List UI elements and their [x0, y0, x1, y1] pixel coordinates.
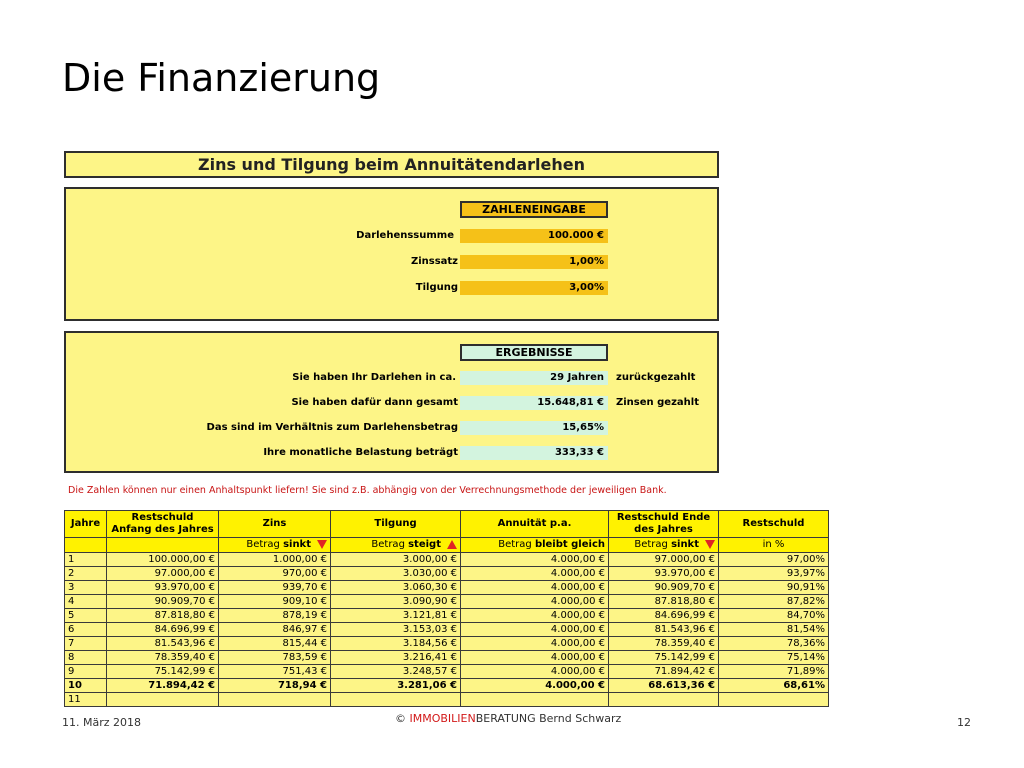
table-cell: 71.894,42 €: [107, 679, 219, 693]
result-value-interest: 15.648,81 €: [460, 396, 608, 410]
table-cell: 71,89%: [719, 665, 829, 679]
table-cell: 78.359,40 €: [107, 651, 219, 665]
table-cell: 2: [65, 567, 107, 581]
table-cell: 10: [65, 679, 107, 693]
table-cell: 4.000,00 €: [461, 665, 609, 679]
result-label-years: Sie haben Ihr Darlehen in ca.: [292, 372, 456, 383]
table-cell: 75.142,99 €: [609, 651, 719, 665]
table-row: [65, 679, 829, 693]
table-cell: 909,10 €: [219, 595, 331, 609]
sub-empty-2: [107, 538, 219, 553]
table-cell: 6: [65, 623, 107, 637]
table-cell: 3.121,81 €: [331, 609, 461, 623]
table-cell: 93.970,00 €: [609, 567, 719, 581]
table-cell: 3.060,30 €: [331, 581, 461, 595]
table-cell: 78.359,40 €: [609, 637, 719, 651]
table-cell: 4.000,00 €: [461, 595, 609, 609]
sub-empty-1: [65, 538, 107, 553]
input-header: ZAHLENEINGABE: [460, 201, 608, 218]
table-cell: 3.248,57 €: [331, 665, 461, 679]
sub-annuity: Betrag bleibt gleich: [461, 538, 609, 553]
table-cell: 84.696,99 €: [609, 609, 719, 623]
table-cell: 87.818,80 €: [107, 609, 219, 623]
table-cell: 81,54%: [719, 623, 829, 637]
input-label-sum: Darlehenssumme: [356, 230, 454, 241]
input-label-repay: Tilgung: [415, 282, 458, 293]
result-label-ratio: Das sind im Verhältnis zum Darlehensbetrag: [206, 422, 458, 433]
arrow-down-icon: [317, 540, 327, 549]
table-cell: 75.142,99 €: [107, 665, 219, 679]
table-cell: 1: [65, 553, 107, 567]
table-cell: 90,91%: [719, 581, 829, 595]
table-cell: 3.281,06 €: [331, 679, 461, 693]
table-row: [65, 595, 829, 609]
footer-copyright: © IMMOBILIENBERATUNG Bernd Schwarz: [395, 712, 622, 725]
table-cell: 4.000,00 €: [461, 651, 609, 665]
col-header-interest: Zins: [219, 511, 331, 538]
input-section: [64, 187, 719, 321]
table-cell: 3.153,03 €: [331, 623, 461, 637]
table-cell: 87.818,80 €: [609, 595, 719, 609]
col-header-start-balance: Restschuld Anfang des Jahres: [107, 511, 219, 538]
sub-percent: in %: [719, 538, 829, 553]
table-row: [65, 651, 829, 665]
result-value-ratio: 15,65%: [460, 421, 608, 435]
result-value-monthly: 333,33 €: [460, 446, 608, 460]
table-cell: 783,59 €: [219, 651, 331, 665]
sub-end-balance: Betrag sinkt: [609, 538, 719, 553]
table-cell: 93,97%: [719, 567, 829, 581]
result-label-interest: Sie haben dafür dann gesamt: [291, 397, 458, 408]
table-row: [65, 637, 829, 651]
table-cell: 4.000,00 €: [461, 567, 609, 581]
result-label-monthly: Ihre monatliche Belastung beträgt: [263, 447, 458, 458]
amortization-table: [64, 510, 828, 705]
table-cell: 1.000,00 €: [219, 553, 331, 567]
table-cell: 5: [65, 609, 107, 623]
input-value-rate[interactable]: 1,00%: [460, 255, 608, 269]
table-cell: 4.000,00 €: [461, 623, 609, 637]
table-cell: 9: [65, 665, 107, 679]
result-suffix-interest: Zinsen gezahlt: [616, 397, 699, 408]
table-cell: 4: [65, 595, 107, 609]
col-header-remaining: Restschuld: [719, 511, 829, 538]
table-cell: 100.000,00 €: [107, 553, 219, 567]
table-cell: 75,14%: [719, 651, 829, 665]
footer-date: 11. März 2018: [62, 716, 142, 729]
table-row: [65, 665, 829, 679]
table-cell: 3.216,41 €: [331, 651, 461, 665]
brand-rest: BERATUNG Bernd Schwarz: [475, 712, 622, 725]
table-cell: 751,43 €: [219, 665, 331, 679]
table-cell: 84.696,99 €: [107, 623, 219, 637]
results-header: ERGEBNISSE: [460, 344, 608, 361]
col-header-repayment: Tilgung: [331, 511, 461, 538]
table-cell: 97.000,00 €: [107, 567, 219, 581]
input-label-rate: Zinssatz: [410, 256, 458, 267]
table-cell: 68.613,36 €: [609, 679, 719, 693]
table-cell: 970,00 €: [219, 567, 331, 581]
table-cell: 84,70%: [719, 609, 829, 623]
table-row: [65, 581, 829, 595]
table-cell: 3: [65, 581, 107, 595]
table-cell: 4.000,00 €: [461, 553, 609, 567]
table-cell: 90.909,70 €: [107, 595, 219, 609]
table-cell: 4.000,00 €: [461, 581, 609, 595]
table-cell: 78,36%: [719, 637, 829, 651]
table-cell: 81.543,96 €: [107, 637, 219, 651]
table-cell: 8: [65, 651, 107, 665]
sub-repayment: Betrag steigt: [331, 538, 461, 553]
slide-title: Die Finanzierung: [62, 56, 381, 100]
partial-row: 11: [65, 693, 107, 707]
table-cell: 3.184,56 €: [331, 637, 461, 651]
table-cell: 3.030,00 €: [331, 567, 461, 581]
table-cell: 81.543,96 €: [609, 623, 719, 637]
input-value-sum[interactable]: 100.000 €: [460, 229, 608, 243]
table-cell: 4.000,00 €: [461, 679, 609, 693]
col-header-annuity: Annuität p.a.: [461, 511, 609, 538]
table-row: [65, 567, 829, 581]
table-row: [65, 609, 829, 623]
col-header-year: Jahre: [65, 511, 107, 538]
table-cell: 4.000,00 €: [461, 637, 609, 651]
arrow-up-icon: [447, 540, 457, 549]
result-suffix-years: zurückgezahlt: [616, 372, 696, 383]
table-cell: 68,61%: [719, 679, 829, 693]
table-cell: 90.909,70 €: [609, 581, 719, 595]
table-row: [65, 623, 829, 637]
table-cell: 97,00%: [719, 553, 829, 567]
table-cell: 878,19 €: [219, 609, 331, 623]
table-cell: 71.894,42 €: [609, 665, 719, 679]
table-cell: 815,44 €: [219, 637, 331, 651]
disclaimer-note: Die Zahlen können nur einen Anhaltspunkt liefern! Sie sind z.B. abhängig von der Verrechnungsmethode der jeweiligen Bank.: [68, 485, 667, 496]
table-cell: 97.000,00 €: [609, 553, 719, 567]
sub-interest: Betrag sinkt: [219, 538, 331, 553]
calculator-banner: Zins und Tilgung beim Annuitätendarlehen: [64, 151, 719, 178]
table-row: [65, 553, 829, 567]
table-cell: 3.000,00 €: [331, 553, 461, 567]
result-value-years: 29 Jahren: [460, 371, 608, 385]
page-number: 12: [957, 716, 971, 729]
table-cell: 718,94 €: [219, 679, 331, 693]
input-value-repay[interactable]: 3,00%: [460, 281, 608, 295]
table-cell: 4.000,00 €: [461, 609, 609, 623]
col-header-end-balance: Restschuld Ende des Jahres: [609, 511, 719, 538]
table-cell: 3.090,90 €: [331, 595, 461, 609]
brand-red: IMMOBILIEN: [409, 712, 476, 725]
arrow-down-icon: [705, 540, 715, 549]
table-cell: 7: [65, 637, 107, 651]
table-cell: 846,97 €: [219, 623, 331, 637]
table-cell: 93.970,00 €: [107, 581, 219, 595]
table-cell: 939,70 €: [219, 581, 331, 595]
table-cell: 87,82%: [719, 595, 829, 609]
